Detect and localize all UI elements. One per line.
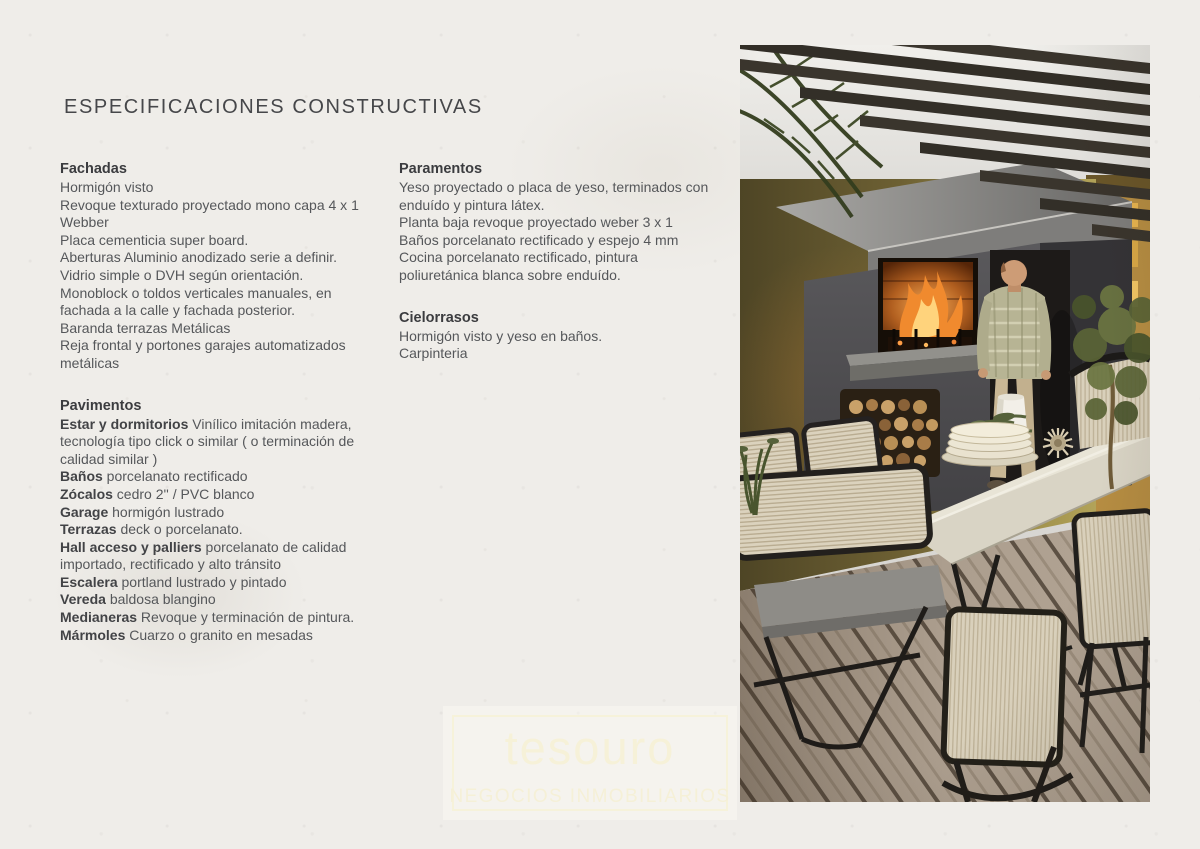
- spec-section: [399, 160, 711, 285]
- brand-wordmark: tesouro: [504, 721, 676, 774]
- spec-item: Terrazas deck o porcelanato.: [60, 521, 243, 538]
- spec-item: Aberturas Aluminio anodizado serie a definir. Vidrio simple o DVH según orientación.: [60, 249, 338, 283]
- spec-item: Zócalos cedro 2'' / PVC blanco: [60, 485, 255, 502]
- page-title: ESPECIFICACIONES CONSTRUCTIVAS: [64, 96, 483, 118]
- spec-item: Vereda baldosa blangino: [60, 591, 216, 608]
- spec-item: Estar y dormitorios Vinílico imitación madera, tecnología tipo click o similar ( o terminación de calidad similar ): [60, 415, 355, 467]
- spec-item: Mármoles Cuarzo o granito en mesadas: [60, 626, 313, 643]
- spec-item: Baños porcelanato rectificado: [60, 468, 248, 485]
- spec-section-title: Paramentos: [399, 161, 483, 177]
- spec-item: Reja frontal y portones garajes automatizados metálicas: [60, 337, 346, 371]
- spec-section-title: Cielorrasos: [399, 309, 479, 326]
- spec-item: Hormigón visto: [60, 179, 154, 195]
- spec-item: Revoque texturado proyectado mono capa 4 x 1 Webber: [60, 196, 359, 231]
- spec-section-title: Pavimentos: [60, 397, 142, 414]
- spec-item: Carpinteria: [399, 345, 468, 362]
- spec-item: Baranda terrazas Metálicas: [60, 319, 231, 336]
- spec-item: Cocina porcelanato rectificado, pintura poliuretánica blanca sobre enduído.: [399, 249, 638, 283]
- spec-item: Planta baja revoque proyectado weber 3 x 1: [399, 214, 673, 231]
- spec-item: Escalera portland lustrado y pintado: [60, 573, 287, 590]
- brand-subtitle: NEGOCIOS INMOBILIARIOS: [449, 786, 731, 807]
- spec-section: [60, 160, 362, 373]
- specs-column-middle: [399, 160, 711, 387]
- specs-column-left: [60, 160, 362, 668]
- spec-item: Baños porcelanato rectificado y espejo 4 mm: [399, 231, 679, 248]
- spec-section: [60, 397, 362, 645]
- spec-item: Medianeras Revoque y terminación de pintura.: [60, 609, 355, 626]
- spec-section-title: Fachadas: [60, 161, 127, 177]
- spec-item: Hormigón visto y yeso en baños.: [399, 327, 603, 344]
- spec-item: Monoblock o toldos verticales manuales, en fachada a la calle y fachada posterior.: [60, 284, 332, 319]
- spec-item: Garage hormigón lustrado: [60, 503, 225, 520]
- spec-section: [399, 309, 711, 363]
- watermark-logo: [443, 706, 737, 820]
- spec-item: Placa cementicia super board.: [60, 231, 249, 248]
- spec-item: Hall acceso y palliers porcelanato de calidad importado, rectificado y alto tránsito: [60, 538, 347, 573]
- terrace-render-photo: [740, 45, 1150, 802]
- spec-item: Yeso proyectado o placa de yeso, terminados con enduído y pintura látex.: [399, 179, 709, 213]
